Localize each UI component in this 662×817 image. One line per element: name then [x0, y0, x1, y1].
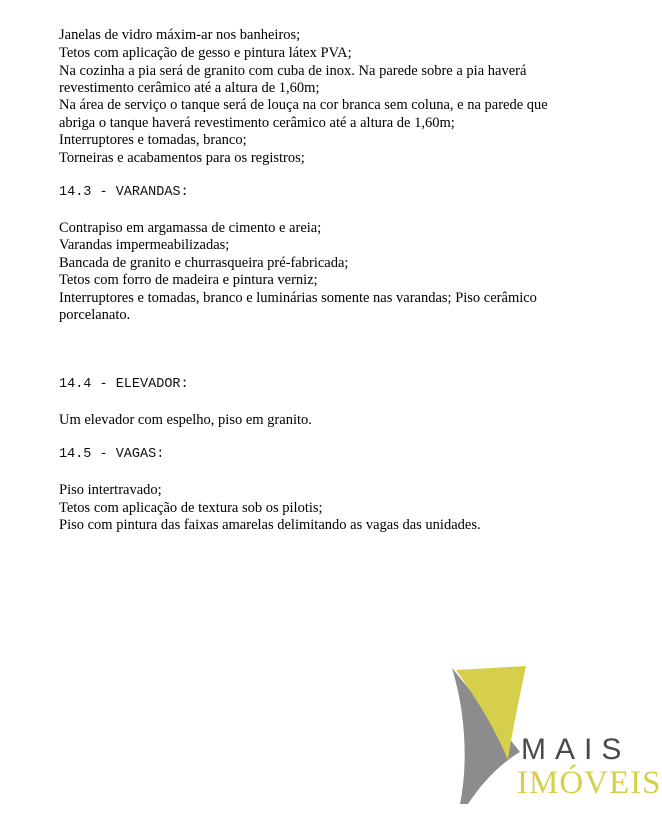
text-line: Varandas impermeabilizadas; [59, 237, 230, 253]
text-line: Piso intertravado; [59, 482, 162, 498]
text-line: Um elevador com espelho, piso em granito. [59, 412, 312, 428]
text-line: Torneiras e acabamentos para os registros; [59, 150, 305, 166]
text-line: Tetos com aplicação de textura sob os pilotis; [59, 500, 323, 516]
section-heading-elevador: 14.4 - ELEVADOR: [59, 377, 189, 392]
text-line: porcelanato. [59, 307, 131, 323]
text-line: Tetos com aplicação de gesso e pintura látex PVA; [59, 45, 352, 61]
text-line: Piso com pintura das faixas amarelas delimitando as vagas das unidades. [59, 517, 481, 533]
text-line: Interruptores e tomadas, branco e luminárias somente nas varandas; Piso cerâmico [59, 290, 537, 306]
text-line: Na cozinha a pia será de granito com cuba de inox. Na parede sobre a pia haverá [59, 63, 527, 79]
text-line: revestimento cerâmico até a altura de 1,60m; [59, 80, 320, 96]
section-heading-varandas: 14.3 - VARANDAS: [59, 185, 189, 200]
text-line: Tetos com forro de madeira e pintura verniz; [59, 272, 318, 288]
section-heading-vagas: 14.5 - VAGAS: [59, 447, 165, 462]
text-line: abriga o tanque haverá revestimento cerâmico até a altura de 1,60m; [59, 115, 455, 131]
text-line: Bancada de granito e churrasqueira pré-fabricada; [59, 255, 349, 271]
text-line: Na área de serviço o tanque será de louça na cor branca sem coluna, e na parede que [59, 97, 548, 113]
text-line: Interruptores e tomadas, branco; [59, 132, 247, 148]
text-line: Janelas de vidro máxim-ar nos banheiros; [59, 27, 301, 43]
logo-text-mais: MAIS [521, 733, 631, 766]
logo-text-imoveis: IMÓVEIS [517, 765, 662, 801]
text-line: Contrapiso em argamassa de cimento e areia; [59, 220, 322, 236]
